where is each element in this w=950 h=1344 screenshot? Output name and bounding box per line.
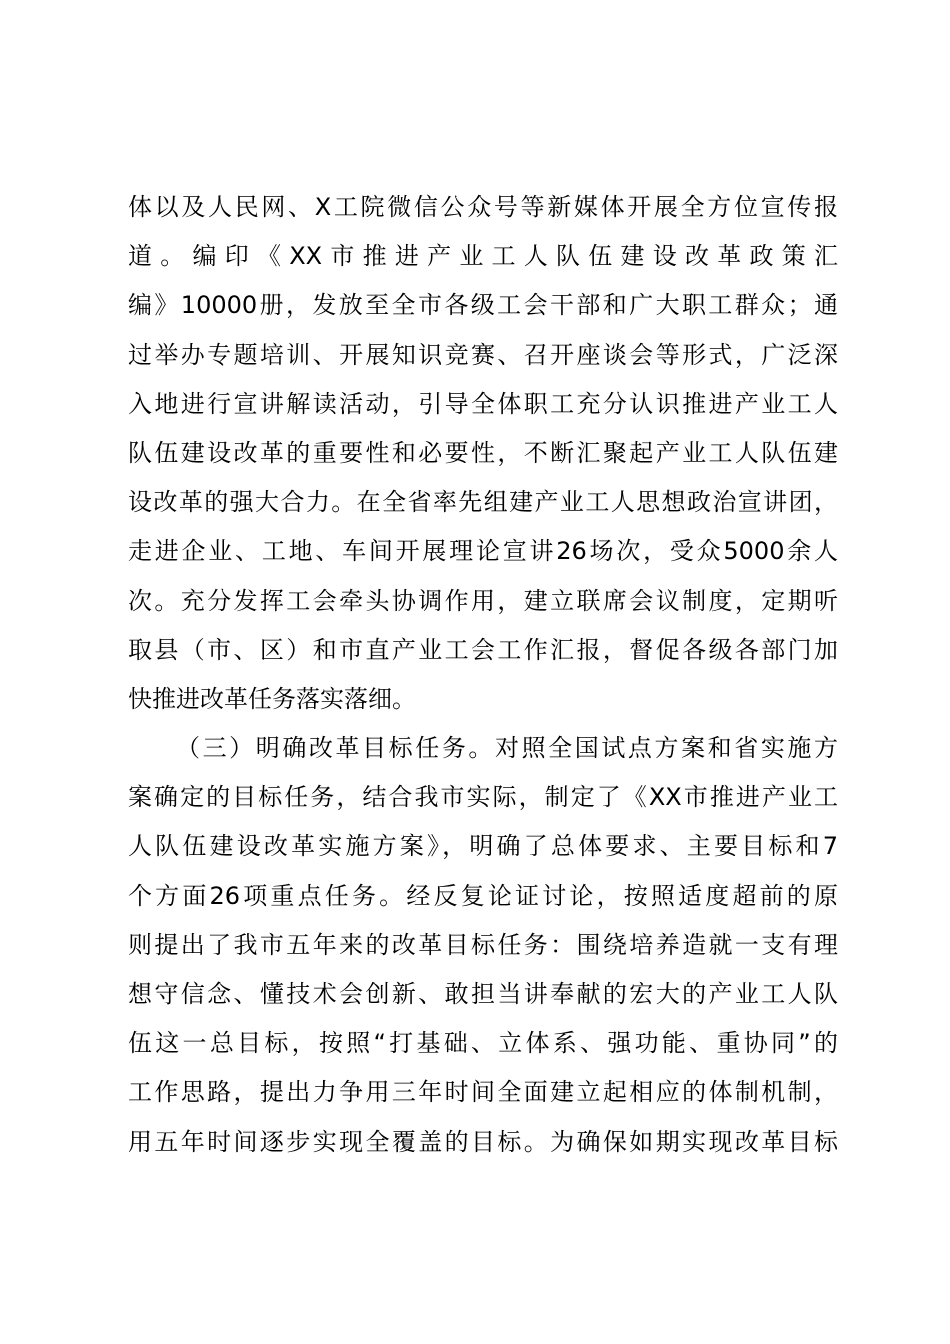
text-line: 入地进行宣讲解读活动，引导全体职工充分认识推进产业工人: [128, 389, 838, 418]
text-line: 想守信念、懂技术会创新、敢担当讲奉献的宏大的产业工人队: [128, 980, 838, 1008]
text-line: 则提出了我市五年来的改革目标任务：围绕培养造就一支有理: [128, 930, 838, 959]
text-line: 过举办专题培训、开展知识竞赛、召开座谈会等形式，广泛深: [128, 340, 838, 369]
text-line: 用五年时间逐步实现全覆盖的目标。为确保如期实现改革目标: [128, 1127, 838, 1156]
text-line: 设改革的强大合力。在全省率先组建产业工人思想政治宣讲团，: [128, 488, 838, 517]
text-line: 工作思路，提出力争用三年时间全面建立起相应的体制机制，: [128, 1078, 838, 1107]
text-line: 体以及人民网、X工院微信公众号等新媒体开展全方位宣传报: [128, 193, 838, 221]
text-line: 道。编印《XX市推进产业工人队伍建设改革政策汇: [128, 242, 838, 271]
text-line: 编》10000册，发放至全市各级工会干部和广大职工群众；通: [128, 291, 838, 320]
text-line: 走进企业、工地、车间开展理论宣讲26场次，受众5000余人: [128, 537, 838, 566]
text-line: 次。充分发挥工会牵头协调作用，建立联席会议制度，定期听: [128, 586, 838, 615]
text-line: 取县（市、区）和市直产业工会工作汇报，督促各级各部门加: [128, 635, 838, 664]
text-line: 队伍建设改革的重要性和必要性，不断汇聚起产业工人队伍建: [128, 438, 838, 467]
text-line: 人队伍建设改革实施方案》，明确了总体要求、主要目标和7: [128, 832, 838, 861]
text-line: 案确定的目标任务，结合我市实际，制定了《XX市推进产业工: [128, 783, 838, 812]
text-line: 快推进改革任务落实落细。: [128, 684, 416, 713]
section-heading-line: （三）明确改革目标任务。对照全国试点方案和省实施方: [176, 734, 838, 763]
text-line: 伍这一总目标，按照“打基础、立体系、强功能、重协同”的: [128, 1029, 838, 1058]
text-line: 个方面26项重点任务。经反复论证讨论，按照适度超前的原: [128, 881, 838, 910]
body-text: [128, 183, 838, 1167]
